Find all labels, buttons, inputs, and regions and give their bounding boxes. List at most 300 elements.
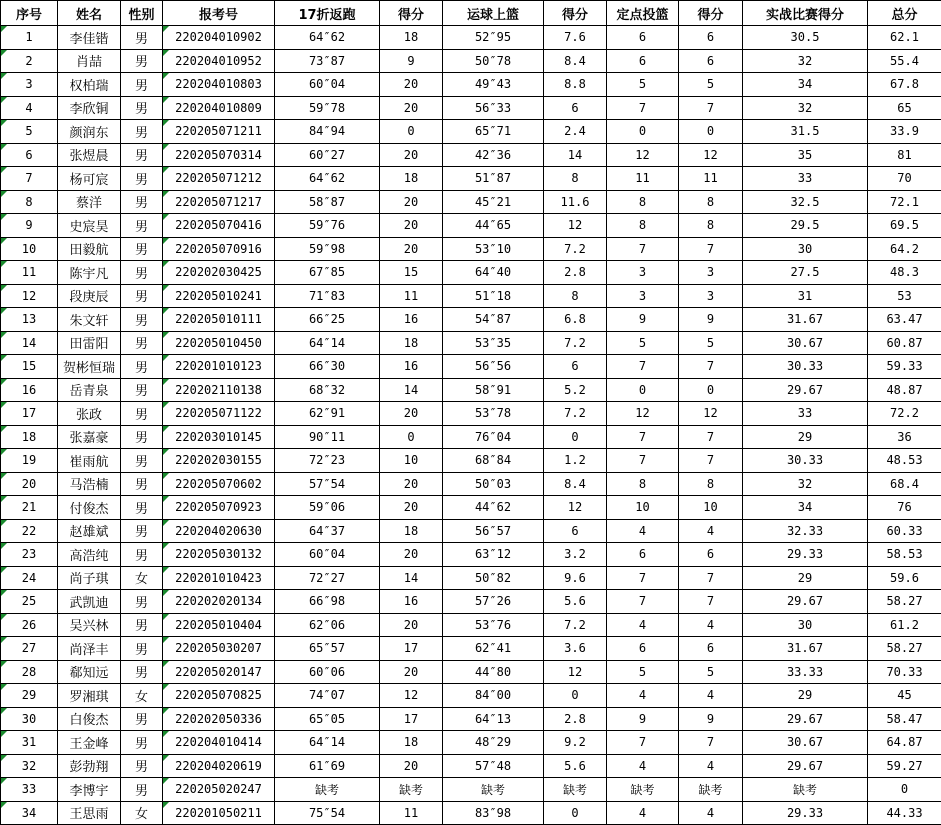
cell-shuttle-score[interactable]: 18 (380, 167, 443, 191)
cell-gender[interactable]: 男 (121, 472, 163, 496)
cell-gender[interactable]: 男 (121, 261, 163, 285)
cell-layup-score[interactable]: 7.6 (544, 26, 607, 50)
cell-name[interactable]: 权柏瑞 (58, 73, 121, 97)
cell-spot-shooting[interactable]: 6 (607, 26, 679, 50)
cell-shuttle-score[interactable]: 20 (380, 214, 443, 238)
cell-shooting-score[interactable]: 6 (679, 49, 743, 73)
cell-layup[interactable]: 83″98 (443, 801, 544, 825)
cell-shuttle-run[interactable]: 58″87 (275, 190, 380, 214)
cell-index[interactable]: 1 (1, 26, 58, 50)
cell-layup-score[interactable]: 5.6 (544, 754, 607, 778)
cell-spot-shooting[interactable]: 4 (607, 613, 679, 637)
cell-exam-id[interactable]: 220205070916 (163, 237, 275, 261)
cell-match-score[interactable]: 29 (743, 684, 868, 708)
cell-spot-shooting[interactable]: 6 (607, 543, 679, 567)
cell-exam-id[interactable]: 220205070314 (163, 143, 275, 167)
cell-spot-shooting[interactable]: 4 (607, 801, 679, 825)
cell-name[interactable]: 张嘉豪 (58, 425, 121, 449)
cell-index[interactable]: 13 (1, 308, 58, 332)
cell-spot-shooting[interactable]: 8 (607, 190, 679, 214)
cell-exam-id[interactable]: 220202030155 (163, 449, 275, 473)
cell-total[interactable]: 67.8 (868, 73, 941, 97)
cell-shuttle-run[interactable]: 72″27 (275, 566, 380, 590)
cell-spot-shooting[interactable]: 11 (607, 167, 679, 191)
cell-spot-shooting[interactable]: 缺考 (607, 778, 679, 802)
cell-match-score[interactable]: 33 (743, 167, 868, 191)
cell-layup-score[interactable]: 7.2 (544, 402, 607, 426)
cell-shuttle-run[interactable]: 59″78 (275, 96, 380, 120)
cell-match-score[interactable]: 30.5 (743, 26, 868, 50)
cell-gender[interactable]: 男 (121, 190, 163, 214)
cell-match-score[interactable]: 30.67 (743, 331, 868, 355)
cell-exam-id[interactable]: 220204010952 (163, 49, 275, 73)
col-header-exam-id[interactable]: 报考号 (163, 1, 275, 26)
cell-match-score[interactable]: 34 (743, 496, 868, 520)
cell-shuttle-run[interactable]: 90″11 (275, 425, 380, 449)
cell-index[interactable]: 25 (1, 590, 58, 614)
cell-index[interactable]: 5 (1, 120, 58, 144)
cell-total[interactable]: 58.53 (868, 543, 941, 567)
cell-layup-score[interactable]: 0 (544, 684, 607, 708)
cell-total[interactable]: 69.5 (868, 214, 941, 238)
cell-layup-score[interactable]: 14 (544, 143, 607, 167)
cell-name[interactable]: 武凯迪 (58, 590, 121, 614)
cell-total[interactable]: 70 (868, 167, 941, 191)
cell-spot-shooting[interactable]: 9 (607, 707, 679, 731)
cell-index[interactable]: 22 (1, 519, 58, 543)
cell-layup-score[interactable]: 6 (544, 519, 607, 543)
cell-gender[interactable]: 男 (121, 308, 163, 332)
cell-spot-shooting[interactable]: 0 (607, 378, 679, 402)
cell-exam-id[interactable]: 220201050211 (163, 801, 275, 825)
cell-match-score[interactable]: 29.5 (743, 214, 868, 238)
cell-total[interactable]: 81 (868, 143, 941, 167)
cell-shuttle-run[interactable]: 62″06 (275, 613, 380, 637)
cell-total[interactable]: 60.33 (868, 519, 941, 543)
cell-layup-score[interactable]: 2.8 (544, 707, 607, 731)
cell-spot-shooting[interactable]: 12 (607, 143, 679, 167)
cell-layup-score[interactable]: 8.4 (544, 49, 607, 73)
cell-shooting-score[interactable]: 7 (679, 237, 743, 261)
cell-shuttle-score[interactable]: 17 (380, 707, 443, 731)
cell-shuttle-score[interactable]: 18 (380, 519, 443, 543)
cell-shuttle-score[interactable]: 0 (380, 425, 443, 449)
cell-shuttle-run[interactable]: 64″62 (275, 26, 380, 50)
cell-exam-id[interactable]: 220205071211 (163, 120, 275, 144)
cell-exam-id[interactable]: 220205030132 (163, 543, 275, 567)
cell-shuttle-score[interactable]: 20 (380, 190, 443, 214)
cell-match-score[interactable]: 32.33 (743, 519, 868, 543)
cell-total[interactable]: 33.9 (868, 120, 941, 144)
cell-layup[interactable]: 58″91 (443, 378, 544, 402)
cell-name[interactable]: 王思雨 (58, 801, 121, 825)
cell-gender[interactable]: 男 (121, 449, 163, 473)
cell-shuttle-score[interactable]: 12 (380, 684, 443, 708)
cell-total[interactable]: 48.3 (868, 261, 941, 285)
cell-index[interactable]: 7 (1, 167, 58, 191)
cell-gender[interactable]: 女 (121, 801, 163, 825)
cell-layup-score[interactable]: 缺考 (544, 778, 607, 802)
cell-shooting-score[interactable]: 7 (679, 449, 743, 473)
cell-match-score[interactable]: 缺考 (743, 778, 868, 802)
cell-shuttle-run[interactable]: 68″32 (275, 378, 380, 402)
cell-name[interactable]: 杨可宸 (58, 167, 121, 191)
cell-spot-shooting[interactable]: 6 (607, 637, 679, 661)
cell-total[interactable]: 45 (868, 684, 941, 708)
cell-total[interactable]: 72.2 (868, 402, 941, 426)
cell-exam-id[interactable]: 220205071122 (163, 402, 275, 426)
cell-index[interactable]: 3 (1, 73, 58, 97)
cell-layup[interactable]: 42″36 (443, 143, 544, 167)
cell-total[interactable]: 55.4 (868, 49, 941, 73)
cell-index[interactable]: 19 (1, 449, 58, 473)
cell-layup-score[interactable]: 12 (544, 496, 607, 520)
cell-index[interactable]: 31 (1, 731, 58, 755)
cell-layup[interactable]: 57″26 (443, 590, 544, 614)
cell-name[interactable]: 张政 (58, 402, 121, 426)
cell-gender[interactable]: 男 (121, 237, 163, 261)
cell-exam-id[interactable]: 220205010111 (163, 308, 275, 332)
cell-total[interactable]: 61.2 (868, 613, 941, 637)
cell-gender[interactable]: 男 (121, 167, 163, 191)
cell-shuttle-run[interactable]: 60″04 (275, 73, 380, 97)
cell-gender[interactable]: 男 (121, 778, 163, 802)
cell-layup[interactable]: 56″56 (443, 355, 544, 379)
cell-total[interactable]: 64.2 (868, 237, 941, 261)
cell-total[interactable]: 68.4 (868, 472, 941, 496)
cell-shuttle-score[interactable]: 18 (380, 26, 443, 50)
cell-shuttle-score[interactable]: 20 (380, 472, 443, 496)
cell-match-score[interactable]: 30 (743, 613, 868, 637)
cell-total[interactable]: 72.1 (868, 190, 941, 214)
cell-total[interactable]: 60.87 (868, 331, 941, 355)
cell-spot-shooting[interactable]: 4 (607, 519, 679, 543)
cell-shuttle-run[interactable]: 64″37 (275, 519, 380, 543)
cell-layup-score[interactable]: 8 (544, 284, 607, 308)
cell-layup-score[interactable]: 6 (544, 96, 607, 120)
col-header-name[interactable]: 姓名 (58, 1, 121, 26)
cell-total[interactable]: 48.53 (868, 449, 941, 473)
cell-name[interactable]: 高浩纯 (58, 543, 121, 567)
cell-layup-score[interactable]: 5.2 (544, 378, 607, 402)
cell-total[interactable]: 44.33 (868, 801, 941, 825)
cell-shuttle-score[interactable]: 20 (380, 660, 443, 684)
cell-index[interactable]: 14 (1, 331, 58, 355)
cell-exam-id[interactable]: 220204010803 (163, 73, 275, 97)
col-header-total[interactable]: 总分 (868, 1, 941, 26)
cell-layup-score[interactable]: 12 (544, 214, 607, 238)
cell-name[interactable]: 贺彬恒瑞 (58, 355, 121, 379)
cell-exam-id[interactable]: 220205020147 (163, 660, 275, 684)
cell-spot-shooting[interactable]: 3 (607, 261, 679, 285)
cell-spot-shooting[interactable]: 3 (607, 284, 679, 308)
cell-match-score[interactable]: 32 (743, 472, 868, 496)
col-header-layup-score[interactable]: 得分 (544, 1, 607, 26)
cell-layup-score[interactable]: 8.4 (544, 472, 607, 496)
cell-layup-score[interactable]: 2.4 (544, 120, 607, 144)
cell-shuttle-score[interactable]: 15 (380, 261, 443, 285)
cell-shuttle-score[interactable]: 16 (380, 308, 443, 332)
cell-gender[interactable]: 男 (121, 378, 163, 402)
cell-name[interactable]: 王金峰 (58, 731, 121, 755)
cell-match-score[interactable]: 29.67 (743, 590, 868, 614)
cell-shooting-score[interactable]: 4 (679, 684, 743, 708)
cell-shuttle-run[interactable]: 84″94 (275, 120, 380, 144)
cell-shuttle-score[interactable]: 20 (380, 402, 443, 426)
cell-spot-shooting[interactable]: 7 (607, 566, 679, 590)
cell-match-score[interactable]: 29.33 (743, 801, 868, 825)
cell-shuttle-score[interactable]: 16 (380, 590, 443, 614)
cell-total[interactable]: 53 (868, 284, 941, 308)
cell-layup[interactable]: 44″62 (443, 496, 544, 520)
cell-exam-id[interactable]: 220204020630 (163, 519, 275, 543)
cell-layup[interactable]: 56″33 (443, 96, 544, 120)
cell-layup[interactable]: 64″40 (443, 261, 544, 285)
cell-shooting-score[interactable]: 7 (679, 355, 743, 379)
cell-layup-score[interactable]: 5.6 (544, 590, 607, 614)
cell-match-score[interactable]: 30.33 (743, 449, 868, 473)
cell-match-score[interactable]: 29.67 (743, 754, 868, 778)
cell-gender[interactable]: 女 (121, 566, 163, 590)
cell-shooting-score[interactable]: 缺考 (679, 778, 743, 802)
cell-shuttle-score[interactable]: 14 (380, 378, 443, 402)
cell-gender[interactable]: 男 (121, 73, 163, 97)
cell-exam-id[interactable]: 220205010241 (163, 284, 275, 308)
cell-name[interactable]: 朱文轩 (58, 308, 121, 332)
cell-layup[interactable]: 52″95 (443, 26, 544, 50)
cell-match-score[interactable]: 31.5 (743, 120, 868, 144)
cell-layup-score[interactable]: 7.2 (544, 237, 607, 261)
cell-layup[interactable]: 76″04 (443, 425, 544, 449)
cell-layup[interactable]: 50″03 (443, 472, 544, 496)
cell-spot-shooting[interactable]: 8 (607, 472, 679, 496)
cell-exam-id[interactable]: 220201010423 (163, 566, 275, 590)
cell-name[interactable]: 尚子琪 (58, 566, 121, 590)
cell-layup-score[interactable]: 3.6 (544, 637, 607, 661)
cell-layup-score[interactable]: 9.6 (544, 566, 607, 590)
cell-shooting-score[interactable]: 3 (679, 261, 743, 285)
cell-exam-id[interactable]: 220205020247 (163, 778, 275, 802)
cell-shuttle-score[interactable]: 11 (380, 284, 443, 308)
cell-shooting-score[interactable]: 12 (679, 143, 743, 167)
cell-index[interactable]: 4 (1, 96, 58, 120)
cell-layup[interactable]: 64″13 (443, 707, 544, 731)
cell-shuttle-score[interactable]: 20 (380, 496, 443, 520)
cell-index[interactable]: 32 (1, 754, 58, 778)
cell-shuttle-run[interactable]: 65″05 (275, 707, 380, 731)
cell-exam-id[interactable]: 220204010809 (163, 96, 275, 120)
cell-index[interactable]: 8 (1, 190, 58, 214)
cell-gender[interactable]: 男 (121, 731, 163, 755)
cell-shooting-score[interactable]: 3 (679, 284, 743, 308)
cell-gender[interactable]: 男 (121, 637, 163, 661)
cell-shooting-score[interactable]: 4 (679, 519, 743, 543)
cell-shooting-score[interactable]: 5 (679, 73, 743, 97)
cell-name[interactable]: 李欣铜 (58, 96, 121, 120)
cell-spot-shooting[interactable]: 6 (607, 49, 679, 73)
cell-gender[interactable]: 男 (121, 613, 163, 637)
cell-match-score[interactable]: 27.5 (743, 261, 868, 285)
cell-layup-score[interactable]: 0 (544, 801, 607, 825)
cell-gender[interactable]: 男 (121, 496, 163, 520)
cell-total[interactable]: 76 (868, 496, 941, 520)
cell-spot-shooting[interactable]: 8 (607, 214, 679, 238)
cell-shuttle-run[interactable]: 59″06 (275, 496, 380, 520)
cell-layup[interactable]: 63″12 (443, 543, 544, 567)
cell-shooting-score[interactable]: 8 (679, 190, 743, 214)
cell-shooting-score[interactable]: 7 (679, 590, 743, 614)
cell-exam-id[interactable]: 220205010404 (163, 613, 275, 637)
cell-shuttle-score[interactable]: 9 (380, 49, 443, 73)
cell-layup[interactable]: 68″84 (443, 449, 544, 473)
cell-gender[interactable]: 男 (121, 754, 163, 778)
cell-spot-shooting[interactable]: 5 (607, 73, 679, 97)
cell-shuttle-run[interactable]: 60″27 (275, 143, 380, 167)
cell-shooting-score[interactable]: 6 (679, 637, 743, 661)
col-header-match-score[interactable]: 实战比赛得分 (743, 1, 868, 26)
cell-shooting-score[interactable]: 5 (679, 331, 743, 355)
cell-index[interactable]: 9 (1, 214, 58, 238)
cell-index[interactable]: 28 (1, 660, 58, 684)
cell-match-score[interactable]: 29.67 (743, 707, 868, 731)
cell-match-score[interactable]: 33 (743, 402, 868, 426)
cell-total[interactable]: 48.87 (868, 378, 941, 402)
cell-layup-score[interactable]: 1.2 (544, 449, 607, 473)
col-header-layup[interactable]: 运球上篮 (443, 1, 544, 26)
cell-shuttle-score[interactable]: 20 (380, 73, 443, 97)
cell-match-score[interactable]: 32 (743, 96, 868, 120)
cell-gender[interactable]: 男 (121, 425, 163, 449)
cell-shuttle-run[interactable]: 65″57 (275, 637, 380, 661)
cell-exam-id[interactable]: 220201010123 (163, 355, 275, 379)
cell-name[interactable]: 岳青泉 (58, 378, 121, 402)
cell-gender[interactable]: 男 (121, 49, 163, 73)
cell-shuttle-score[interactable]: 17 (380, 637, 443, 661)
cell-spot-shooting[interactable]: 5 (607, 660, 679, 684)
cell-exam-id[interactable]: 220202110138 (163, 378, 275, 402)
cell-index[interactable]: 17 (1, 402, 58, 426)
cell-exam-id[interactable]: 220204010902 (163, 26, 275, 50)
cell-index[interactable]: 29 (1, 684, 58, 708)
cell-shooting-score[interactable]: 12 (679, 402, 743, 426)
cell-exam-id[interactable]: 220202020134 (163, 590, 275, 614)
cell-name[interactable]: 尚泽丰 (58, 637, 121, 661)
cell-shooting-score[interactable]: 8 (679, 472, 743, 496)
cell-name[interactable]: 马浩楠 (58, 472, 121, 496)
cell-match-score[interactable]: 34 (743, 73, 868, 97)
cell-exam-id[interactable]: 220205070825 (163, 684, 275, 708)
cell-total[interactable]: 36 (868, 425, 941, 449)
cell-spot-shooting[interactable]: 7 (607, 237, 679, 261)
cell-layup[interactable]: 50″78 (443, 49, 544, 73)
cell-shuttle-run[interactable]: 75″54 (275, 801, 380, 825)
cell-layup[interactable]: 53″10 (443, 237, 544, 261)
cell-gender[interactable]: 男 (121, 707, 163, 731)
cell-spot-shooting[interactable]: 7 (607, 731, 679, 755)
cell-shuttle-run[interactable]: 60″06 (275, 660, 380, 684)
cell-shuttle-run[interactable]: 57″54 (275, 472, 380, 496)
cell-layup[interactable]: 53″78 (443, 402, 544, 426)
cell-shooting-score[interactable]: 9 (679, 707, 743, 731)
cell-index[interactable]: 2 (1, 49, 58, 73)
cell-shooting-score[interactable]: 7 (679, 96, 743, 120)
cell-gender[interactable]: 男 (121, 143, 163, 167)
cell-index[interactable]: 12 (1, 284, 58, 308)
cell-match-score[interactable]: 31.67 (743, 637, 868, 661)
cell-gender[interactable]: 男 (121, 331, 163, 355)
cell-match-score[interactable]: 29 (743, 425, 868, 449)
cell-total[interactable]: 58.47 (868, 707, 941, 731)
cell-name[interactable]: 罗湘琪 (58, 684, 121, 708)
cell-layup-score[interactable]: 11.6 (544, 190, 607, 214)
col-header-shuttle-run[interactable]: 17折返跑 (275, 1, 380, 26)
cell-shuttle-score[interactable]: 20 (380, 96, 443, 120)
cell-match-score[interactable]: 35 (743, 143, 868, 167)
cell-name[interactable]: 崔雨航 (58, 449, 121, 473)
cell-shooting-score[interactable]: 0 (679, 120, 743, 144)
cell-total[interactable]: 59.27 (868, 754, 941, 778)
cell-index[interactable]: 24 (1, 566, 58, 590)
cell-match-score[interactable]: 30.33 (743, 355, 868, 379)
cell-spot-shooting[interactable]: 7 (607, 425, 679, 449)
cell-layup[interactable]: 44″65 (443, 214, 544, 238)
cell-layup[interactable]: 51″87 (443, 167, 544, 191)
cell-shooting-score[interactable]: 4 (679, 754, 743, 778)
cell-index[interactable]: 27 (1, 637, 58, 661)
cell-shuttle-score[interactable]: 20 (380, 143, 443, 167)
cell-index[interactable]: 33 (1, 778, 58, 802)
cell-exam-id[interactable]: 220205030207 (163, 637, 275, 661)
cell-layup[interactable]: 51″18 (443, 284, 544, 308)
cell-total[interactable]: 65 (868, 96, 941, 120)
cell-index[interactable]: 30 (1, 707, 58, 731)
cell-gender[interactable]: 男 (121, 590, 163, 614)
cell-layup[interactable]: 53″76 (443, 613, 544, 637)
cell-spot-shooting[interactable]: 7 (607, 449, 679, 473)
cell-shuttle-run[interactable]: 73″87 (275, 49, 380, 73)
cell-exam-id[interactable]: 220202030425 (163, 261, 275, 285)
cell-name[interactable]: 田毅航 (58, 237, 121, 261)
cell-spot-shooting[interactable]: 0 (607, 120, 679, 144)
cell-shooting-score[interactable]: 11 (679, 167, 743, 191)
cell-shuttle-score[interactable]: 20 (380, 754, 443, 778)
cell-shuttle-score[interactable]: 18 (380, 731, 443, 755)
cell-spot-shooting[interactable]: 7 (607, 590, 679, 614)
cell-gender[interactable]: 男 (121, 26, 163, 50)
cell-shuttle-score[interactable]: 16 (380, 355, 443, 379)
cell-name[interactable]: 李佳锴 (58, 26, 121, 50)
cell-shooting-score[interactable]: 4 (679, 801, 743, 825)
cell-match-score[interactable]: 29.67 (743, 378, 868, 402)
cell-layup-score[interactable]: 12 (544, 660, 607, 684)
cell-shooting-score[interactable]: 0 (679, 378, 743, 402)
cell-name[interactable]: 张煜晨 (58, 143, 121, 167)
cell-index[interactable]: 18 (1, 425, 58, 449)
cell-match-score[interactable]: 31 (743, 284, 868, 308)
cell-layup[interactable]: 45″21 (443, 190, 544, 214)
cell-match-score[interactable]: 29 (743, 566, 868, 590)
cell-shooting-score[interactable]: 7 (679, 566, 743, 590)
cell-match-score[interactable]: 29.33 (743, 543, 868, 567)
cell-shuttle-score[interactable]: 18 (380, 331, 443, 355)
cell-spot-shooting[interactable]: 7 (607, 355, 679, 379)
cell-name[interactable]: 付俊杰 (58, 496, 121, 520)
cell-shuttle-run[interactable]: 61″69 (275, 754, 380, 778)
cell-shooting-score[interactable]: 7 (679, 731, 743, 755)
cell-layup[interactable]: 84″00 (443, 684, 544, 708)
cell-shooting-score[interactable]: 6 (679, 26, 743, 50)
cell-shooting-score[interactable]: 6 (679, 543, 743, 567)
